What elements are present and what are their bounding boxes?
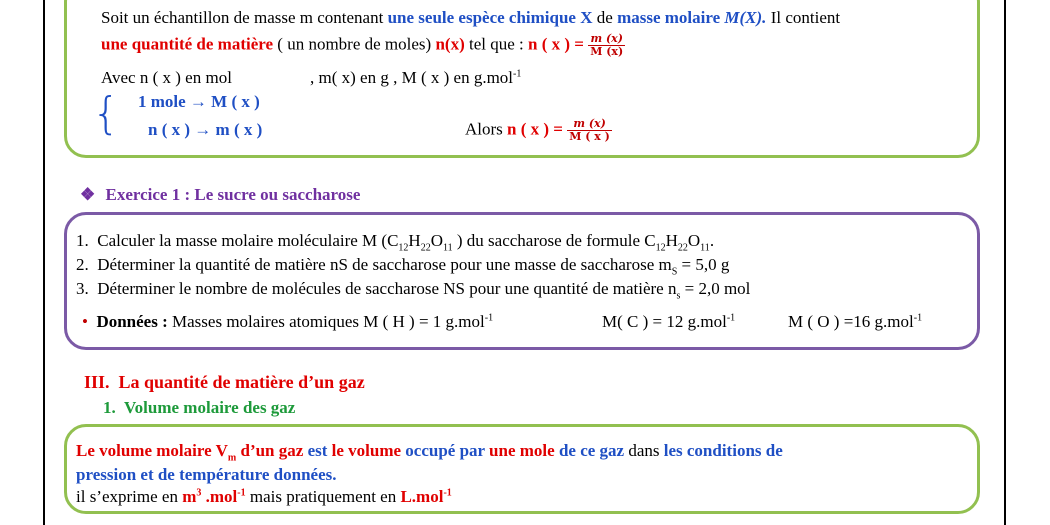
bullet-icon: •: [82, 312, 88, 331]
diamond-bullet-icon: ❖: [80, 185, 96, 204]
molar-fraction: $\frac{m (x)}{M (x)}$: [590, 32, 624, 58]
box1-line3: Avec n ( x ) en mol: [101, 68, 232, 87]
section-subtitle: 1. Volume molaire des gaz: [103, 398, 296, 417]
box3-line2: pression et de température données.: [76, 465, 337, 484]
relation-line2: n ( x ) → m ( x ): [148, 120, 263, 139]
donnees-oxygen: M ( O ) =16 g.mol$^{-1}$: [788, 312, 923, 331]
relation-brace: {: [92, 88, 120, 139]
box3-line1: Le volume molaire $V_m$ d’un gaz est le volume occupé par une mole de ce gaz dans les conditions de: [76, 441, 783, 464]
exercise-item-2: 2. Déterminer la quantité de matière nS de saccharose pour une masse de saccharose $m_S = 5,0$ g: [76, 255, 730, 278]
donnees-line: • Données : Masses molaires atomiques M ( H ) = 1 g.mol$^{-1}$: [82, 312, 494, 331]
donnees-carbon: M( C ) = 12 g.mol$^{-1}$: [602, 312, 736, 331]
relation-line1: 1 mole → M ( x ): [138, 92, 260, 111]
page-left-border: [43, 0, 45, 525]
alors-fraction: $\frac{m (x)}{M ( x )}$: [569, 117, 610, 143]
box3-line3: il s’exprime en $m^3$ .mol$^{-1}$ mais pratiquement en L.mol$^{-1}$: [76, 487, 452, 506]
exercise-heading: ❖ Exercice 1 : Le sucre ou saccharose: [80, 185, 361, 204]
page-right-border: [1004, 0, 1006, 525]
box1-line2: une quantité de matière ( un nombre de moles) n(x) tel que : n ( x ) = $\frac{m (x)}{M (x)}$: [101, 32, 624, 58]
box1-line3-units: , m( x) en g , M ( x ) en g.mol$^{-1}$: [310, 68, 522, 87]
section-title: III. La quantité de matière d’un gaz: [84, 372, 365, 392]
exercise-item-3: 3. Déterminer le nombre de molécules de saccharose NS pour une quantité de matière $n_s = 2,0$ mol: [76, 279, 751, 302]
alors-formula: Alors n ( x ) = $\frac{m (x)}{M ( x )}$: [465, 117, 610, 143]
exercise-item-1: 1. Calculer la masse molaire moléculaire M ($C_{12}H_{22}O_{11}$ ) du saccharose de formule $C_{12}H_{22}O_{11}$.: [76, 231, 715, 254]
box1-line1: Soit un échantillon de masse m contenant une seule espèce chimique X de masse molaire M(X). Il contient: [101, 8, 841, 27]
